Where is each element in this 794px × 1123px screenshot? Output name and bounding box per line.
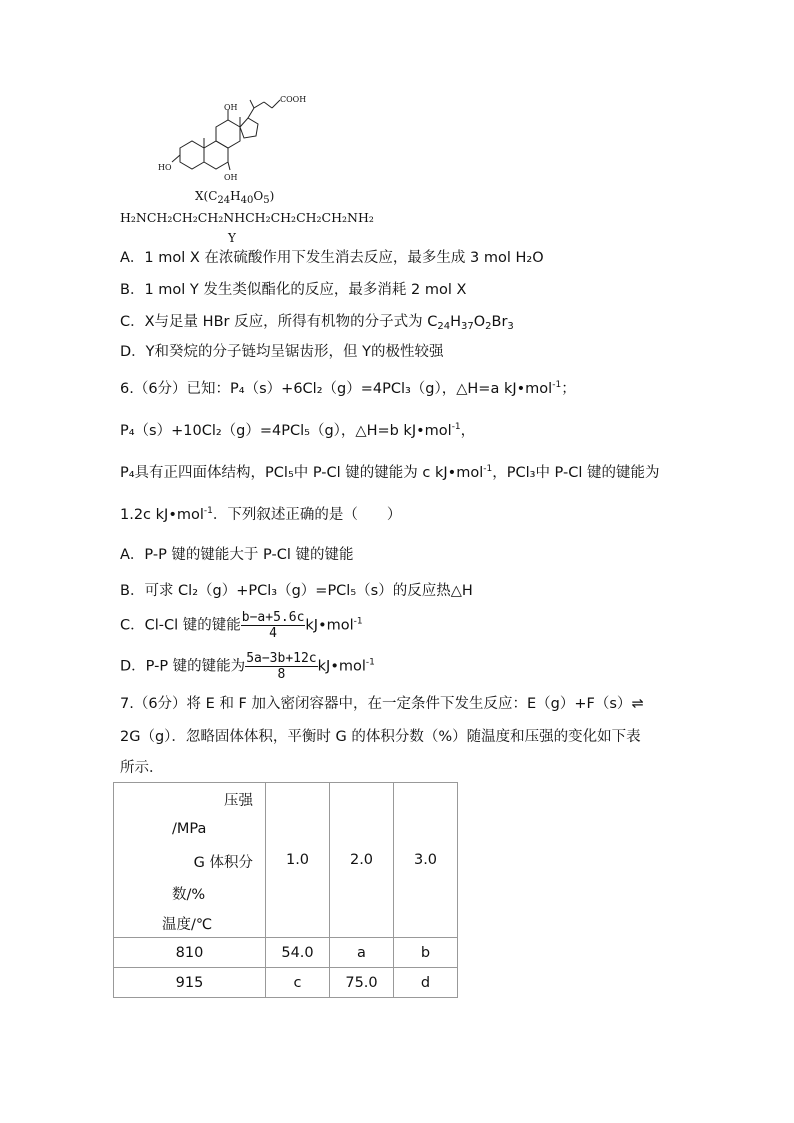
q5-option-d: D．Y和癸烷的分子链均呈锯齿形，但 Y的极性较强 [120, 344, 444, 360]
cooh-label: COOH [280, 95, 307, 104]
molecule-structure-x [150, 88, 330, 188]
table-cell: 75.0 [330, 968, 394, 998]
equilibrium-table [113, 782, 458, 998]
table-cell: b [394, 938, 458, 968]
q6-option-d: D．P-P 键的键能为 $\frac{5a-3b+12c}{8}$ kJ•mol$^{-1}$ [120, 651, 375, 682]
table-cell: a [330, 938, 394, 968]
table-cell-temp: 810 [114, 938, 266, 968]
table-row [114, 968, 458, 998]
q6-stem-line1: 6.（6分）已知：P₄（s）+6Cl₂（g）=4PCl₃（g），△H=a kJ•mol$^{-1}$； [120, 380, 576, 397]
fraction: $\frac{b-a+5.6c}{4}$ [241, 610, 305, 641]
ho-left-label: HO [158, 163, 172, 172]
table-cell: c [266, 968, 330, 998]
table-cell-temp: 915 [114, 968, 266, 998]
q7-stem-line1: 7.（6分）将 E 和 F 加入密闭容器中，在一定条件下发生反应：E（g）+F（s）⇌ [120, 696, 644, 712]
q6-stem-line3: P₄具有正四面体结构，PCl₅中 P-Cl 键的键能为 c kJ•mol$^{-1}$，PCl₃中 P-Cl 键的键能为 [120, 464, 660, 481]
y-label: Y [228, 231, 236, 245]
table-col-header: 2.0 [330, 783, 394, 938]
q7-stem-line2: 2G（g）．忽略固体体积，平衡时 G 的体积分数（%）随温度和压强的变化如下表 [120, 729, 641, 745]
table-cell: d [394, 968, 458, 998]
table-cell: 54.0 [266, 938, 330, 968]
table-col-header: 1.0 [266, 783, 330, 938]
oh-bottom-label: OH [224, 173, 238, 182]
table-row [114, 938, 458, 968]
table-header-cell: 压强 /MPa G 体积分 数/% 温度/℃ [114, 783, 266, 938]
q5-option-a: A．1 mol X 在浓硫酸作用下发生消去反应，最多生成 3 mol H₂O [120, 250, 544, 266]
q5-option-c: C．X与足量 HBr 反应，所得有机物的分子式为 $C_{24}H_{37}O_2Br_3$ [120, 314, 514, 332]
q7-stem-line3: 所示． [120, 760, 164, 776]
table-col-header: 3.0 [394, 783, 458, 938]
oh-top-label: OH [224, 103, 238, 112]
y-formula: H₂NCH₂CH₂CH₂NHCH₂CH₂CH₂CH₂NH₂ [120, 210, 374, 225]
q6-option-a: A．P-P 键的键能大于 P-Cl 键的键能 [120, 547, 354, 563]
q6-option-c: C．Cl-Cl 键的键能 $\frac{b-a+5.6c}{4}$ kJ•mol$^{-1}$ [120, 610, 363, 641]
q6-stem-line4: 1.2c kJ•mol$^{-1}$．下列叙述正确的是（ ） [120, 506, 402, 523]
x-formula-label: $X(C_{24}H_{40}O_5)$ [195, 189, 275, 206]
q5-option-b: B．1 mol Y 发生类似酯化的反应，最多消耗 2 mol X [120, 282, 467, 298]
q6-option-b: B．可求 Cl₂（g）+PCl₃（g）=PCl₅（s）的反应热△H [120, 583, 473, 599]
fraction: $\frac{5a-3b+12c}{8}$ [246, 651, 317, 682]
q6-stem-line2: P₄（s）+10Cl₂（g）=4PCl₅（g），△H=b kJ•mol$^{-1}$， [120, 422, 476, 439]
